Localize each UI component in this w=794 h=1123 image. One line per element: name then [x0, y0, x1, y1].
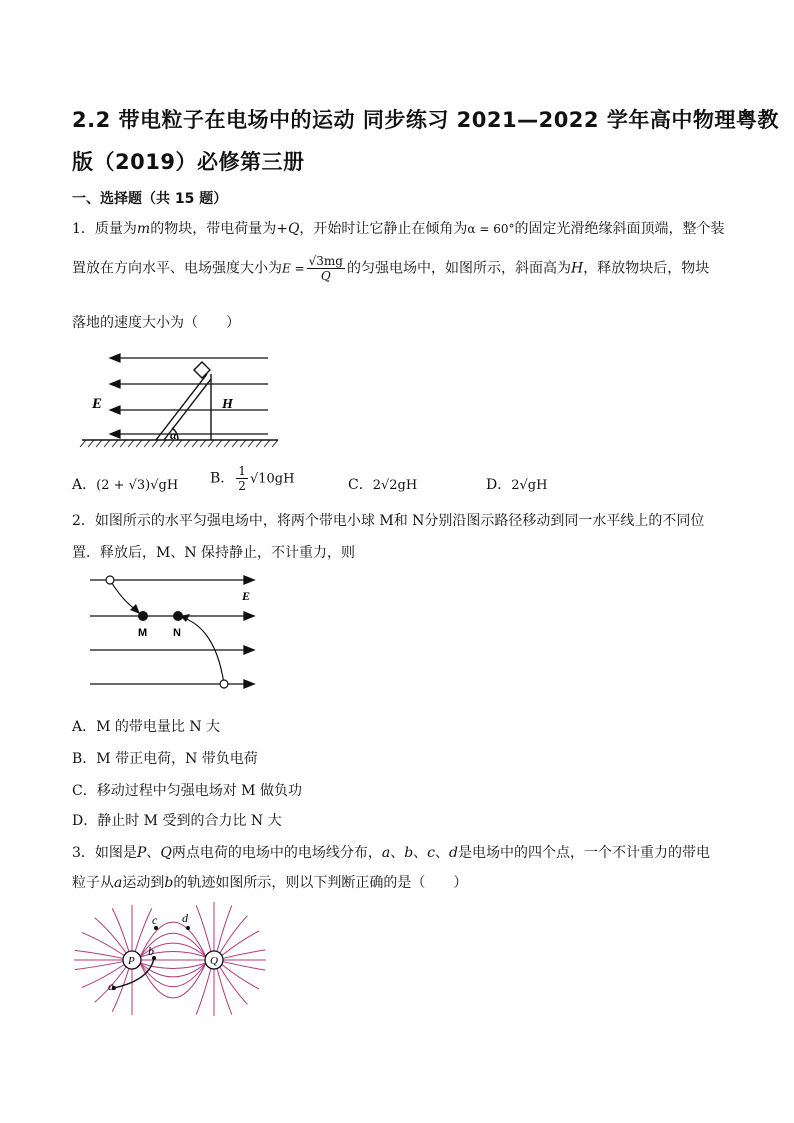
q2-option-d[interactable]: D．静止时 M 受到的合力比 N 大: [72, 813, 282, 829]
field-line: [220, 967, 248, 1005]
q3-line2: [72, 872, 467, 892]
frac-num: 1: [238, 464, 246, 478]
q1-fig-alpha-label: α: [170, 428, 177, 442]
q3-fig-b-label: b: [148, 944, 154, 958]
q2-line2: 置．释放后，M、N 保持静止，不计重力，则: [72, 545, 356, 561]
q1-option-d[interactable]: [486, 474, 547, 494]
q3-point-a: a: [381, 845, 391, 861]
q1-field-eq: E =: [282, 261, 305, 276]
q3-fig-a-label: a: [108, 979, 114, 993]
frac-den: 2: [238, 479, 246, 493]
section-header: 一、选择题（共 15 题）: [72, 191, 228, 207]
q2-line1: 2．如图所示的水平匀强电场中，将两个带电小球 M和 N分别沿图示路径移动到同一水平线上的不同位: [72, 513, 705, 529]
q1-text: 置放在方向水平、电场强度大小为: [72, 260, 282, 277]
field-line: [223, 962, 265, 971]
q3-fig-d-label: d: [182, 911, 188, 925]
q3-fig-P-label: P: [128, 955, 135, 967]
q3-text: 运动到: [122, 875, 165, 891]
q3-text: 3．如图是: [72, 845, 137, 861]
option-text: 2√2gH: [372, 478, 418, 493]
q1-height-symbol: H: [570, 260, 584, 277]
q1-charge-symbol: Q: [287, 221, 300, 237]
q1-option-b-fraction: [236, 464, 248, 493]
page-title-line2: 版（2019）必修第三册: [72, 150, 305, 174]
field-line: [223, 950, 265, 959]
q1-line1: [72, 218, 724, 238]
q1-text: 1．质量为: [72, 221, 137, 237]
q1-fig-E-label: E: [92, 396, 103, 412]
q3-line1: [72, 842, 710, 862]
q3-text: 、: [435, 845, 449, 861]
field-line: [220, 916, 248, 954]
q3-text: 、: [146, 845, 161, 861]
q3-text: 粒子从: [72, 875, 114, 891]
field-line: [95, 918, 126, 953]
field-line: [217, 968, 232, 1014]
option-label: A．: [72, 477, 97, 493]
field-line: [196, 968, 211, 1014]
q2-fig-E-label: E: [242, 589, 251, 603]
q3-point-Q: Q: [160, 845, 172, 861]
option-text: 2√gH: [511, 478, 548, 493]
q2-option-b[interactable]: B．M 带正电荷，N 带负电荷: [72, 751, 258, 767]
option-text: √10gH: [249, 471, 295, 487]
q3-text: 、: [413, 845, 428, 861]
field-line: [140, 963, 206, 987]
q1-text: 的匀强电场中，如图所示，斜面高为: [346, 260, 571, 277]
q3-fig-Q-label: Q: [210, 955, 218, 967]
q1-field-fraction: [307, 254, 345, 283]
q3-fig-c-label: c: [152, 913, 158, 927]
q1-text: ，开始时让它静止在倾角为: [299, 221, 468, 237]
q1-angle-eq: α = 60°: [467, 222, 515, 236]
q1-option-c[interactable]: [348, 474, 417, 494]
q2-fig-N-label: N: [173, 627, 181, 639]
q3-text: 、: [390, 845, 405, 861]
q1-mass-symbol: m: [136, 221, 151, 237]
q1-text: 的物块，带电荷量为+: [150, 221, 288, 237]
q3-text: 是电场中的四个点，一个不计重力的带电: [457, 845, 710, 861]
q1-option-a[interactable]: [72, 474, 178, 494]
q3-point-a: a: [114, 875, 123, 891]
q2-option-a[interactable]: A．M 的带电量比 N 大: [72, 719, 221, 735]
q1-line2: [72, 254, 709, 283]
q1-option-b[interactable]: [210, 464, 294, 493]
q1-fig-H-label: H: [222, 397, 233, 412]
q3-point-P: P: [136, 845, 147, 861]
q3-point-b: b: [404, 845, 414, 861]
field-line: [75, 950, 123, 958]
q1-frac-den: Q: [320, 269, 331, 283]
q3-text: 两点电荷的电场中的电场线分布，: [171, 845, 382, 861]
q1-line3: 落地的速度大小为（ ）: [72, 315, 240, 331]
q3-text: 的轨迹如图所示，则以下判断正确的是（ ）: [173, 875, 468, 891]
q1-text: 的固定光滑绝缘斜面顶端，整个装: [514, 221, 725, 237]
q1-frac-num: √3mg: [308, 254, 343, 268]
field-line: [217, 905, 232, 951]
q3-point-d: d: [449, 845, 458, 861]
option-label: C．: [348, 477, 373, 493]
q2-option-c[interactable]: C．移动过程中匀强电场对 M 做负功: [72, 783, 302, 799]
q2-fig-M-label: M: [138, 627, 148, 639]
q3-point-b: b: [164, 875, 174, 891]
q1-text: ，释放物块后，物块: [583, 260, 710, 277]
option-label: D．: [486, 477, 512, 493]
field-line: [75, 962, 123, 970]
field-line: [196, 905, 211, 951]
option-text: (2 + √3)√gH: [96, 478, 179, 493]
q3-point-c: c: [427, 845, 435, 861]
q2-figure: [86, 570, 258, 692]
option-label: B．: [210, 470, 235, 487]
page-title-line1: 2.2 带电粒子在电场中的运动 同步练习 2021—2022 学年高中物理粤教: [72, 108, 779, 132]
q1-figure: [80, 348, 280, 448]
q3-figure: [72, 900, 268, 1018]
